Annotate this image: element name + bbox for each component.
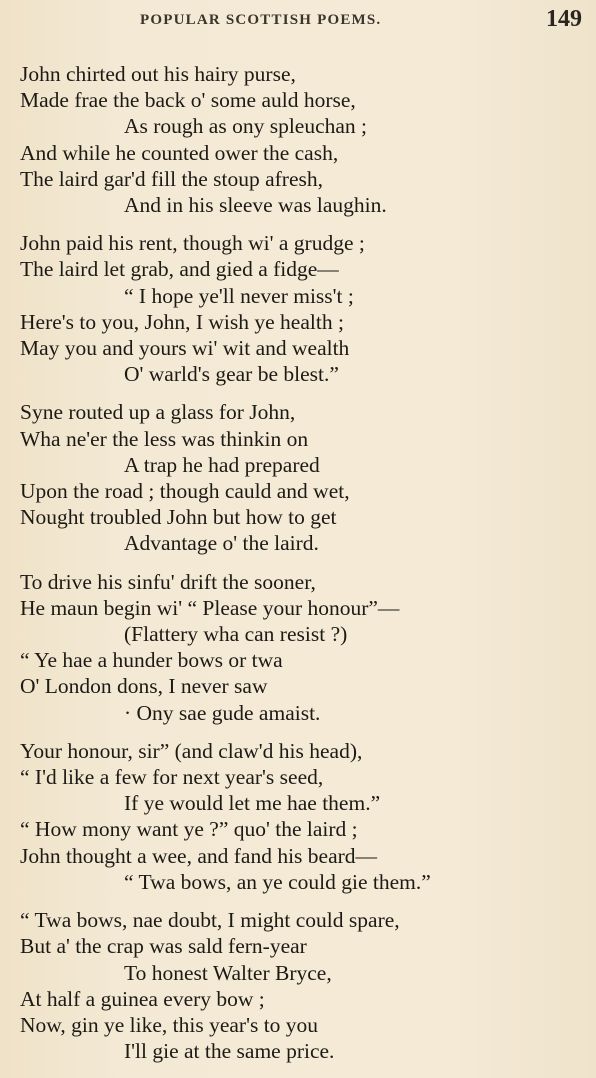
poem-line: Advantage o' the laird. [124, 531, 319, 556]
poem-line: Nought troubled John but how to get [20, 505, 337, 530]
stanza [20, 569, 590, 726]
poem-line: But a' the crap was sald fern-year [20, 934, 307, 959]
poem-line: “ I'd like a few for next year's seed, [20, 765, 324, 790]
poem-line: To drive his sinfu' drift the sooner, [20, 569, 316, 594]
poem-line: May you and yours wi' wit and wealth [20, 336, 350, 361]
poem-line: Made frae the back o' some auld horse, [20, 88, 356, 113]
poem-line: John paid his rent, though wi' a grudge ; [20, 231, 365, 256]
poem-line: The laird let grab, and gied a fidge— [20, 257, 339, 282]
poem-line: He maun begin wi' “ Please your honour”— [20, 595, 400, 620]
poem-line: A trap he had prepared [124, 452, 320, 477]
poem-line: I'll gie at the same price. [124, 1039, 335, 1064]
stanza [20, 61, 590, 218]
poem-line: Your honour, sir” (and claw'd his head), [20, 738, 363, 763]
poem-line: Syne routed up a glass for John, [20, 400, 296, 425]
poem-line: O' warld's gear be blest.” [124, 362, 339, 387]
poem-line: “ Twa bows, nae doubt, I might could spare, [20, 908, 400, 933]
stanza [20, 738, 590, 895]
poem-line: And in his sleeve was laughin. [124, 193, 387, 218]
stanza [20, 399, 590, 556]
poem-line: Here's to you, John, I wish ye health ; [20, 309, 344, 334]
poem-line: Upon the road ; though cauld and wet, [20, 479, 350, 504]
poem-line: “ I hope ye'll never miss't ; [124, 283, 354, 308]
poem-line: “ Ye hae a hunder bows or twa [20, 648, 283, 673]
poem-line: John chirted out his hairy purse, [20, 62, 296, 86]
poem-line: (Flattery wha can resist ?) [124, 622, 348, 647]
poem-line: To honest Walter Bryce, [124, 960, 332, 985]
stanza [20, 907, 590, 1064]
poem-line: John thought a wee, and fand his beard— [20, 843, 378, 868]
poem-line: The laird gar'd fill the stoup afresh, [20, 166, 323, 191]
poem-line: Wha ne'er the less was thinkin on [20, 426, 309, 451]
running-title: POPULAR SCOTTISH POEMS. [140, 12, 382, 28]
page-number: 149 [546, 6, 582, 32]
poem-line: O' London dons, I never saw [20, 674, 268, 699]
poem-line: At half a guinea every bow ; [20, 986, 265, 1011]
poem-line: · Ony sae gude amaist. [124, 700, 321, 725]
poem-line: As rough as ony spleuchan ; [124, 114, 368, 139]
poem-body [20, 61, 590, 1076]
stanza [20, 230, 590, 387]
poem-line: And while he counted ower the cash, [20, 140, 339, 165]
poem-line: If ye would let me hae them.” [124, 791, 381, 816]
poem-line: “ Twa bows, an ye could gie them.” [124, 869, 431, 894]
poem-line: “ How mony want ye ?” quo' the laird ; [20, 817, 358, 842]
poem-line: Now, gin ye like, this year's to you [20, 1012, 319, 1037]
